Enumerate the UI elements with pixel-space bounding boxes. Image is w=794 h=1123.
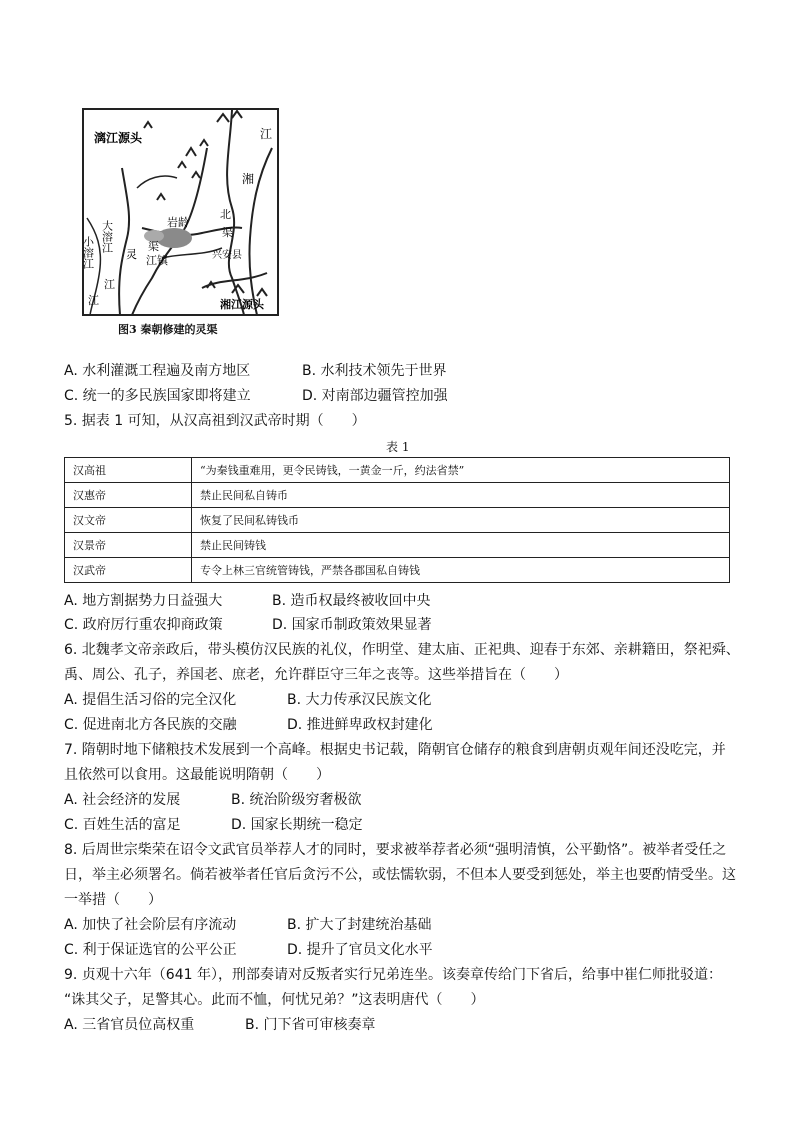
q7-stem-line2: 且依然可以食用。这最能说明隋朝（ ） — [64, 767, 330, 783]
table-row — [65, 533, 730, 558]
q8-option-a[interactable]: A. 加快了社会阶层有序流动 — [64, 917, 237, 933]
map-figure — [82, 108, 279, 316]
q5-option-d[interactable]: D. 国家币制政策效果显著 — [272, 617, 432, 633]
label-xiang: 湘 — [242, 172, 255, 186]
label-jiang-bottom: 江 — [104, 278, 115, 291]
label-bei: 北 — [220, 208, 231, 221]
table-cell-emperor: 汉景帝 — [65, 533, 192, 558]
label-jiang-zhen: 江镇 — [146, 254, 168, 267]
q9-option-b[interactable]: B. 门下省可审核奏章 — [245, 1017, 376, 1033]
q4-option-c[interactable]: C. 统一的多民族国家即将建立 — [64, 388, 251, 404]
q8-stem-line1: 8. 后周世宗柴荣在诏令文武官员举荐人才的同时，要求被举荐者必须“强明清慎，公平勤恪”。被举者受任之 — [64, 842, 727, 858]
label-yanmu: 岩龄 — [167, 216, 189, 229]
q5-stem: 5. 据表 1 可知，从汉高祖到汉武帝时期（ ） — [64, 413, 366, 429]
q4-option-d[interactable]: D. 对南部边疆管控加强 — [302, 388, 448, 404]
figure-caption: 图3 秦朝修建的灵渠 — [118, 323, 218, 336]
q7-option-c[interactable]: C. 百姓生活的富足 — [64, 817, 181, 833]
table-cell-policy: 禁止民间铸钱 — [192, 533, 730, 558]
q8-option-d[interactable]: D. 提升了官员文化水平 — [287, 942, 433, 958]
table-cell-policy: “为秦钱重难用，更令民铸钱，一黄金一斤，约法省禁” — [192, 458, 730, 483]
table-row — [65, 483, 730, 508]
label-xingan: 兴安县 — [212, 250, 242, 261]
label-ling-qu: 渠 — [148, 240, 159, 253]
label-xiao-rong-jiang: 小溶江 — [82, 236, 95, 269]
lingqu-map — [82, 108, 279, 316]
q6-option-d[interactable]: D. 推进鲜卑政权封建化 — [287, 717, 433, 733]
q9-stem-line2: “诛其父子，足警其心。此而不恤，何忧兄弟？”这表明唐代（ ） — [64, 992, 485, 1008]
q9-option-a[interactable]: A. 三省官员位高权重 — [64, 1017, 195, 1033]
label-jiang-left: 江 — [88, 294, 99, 307]
label-ling: 灵 — [126, 248, 137, 261]
q5-option-a[interactable]: A. 地方割据势力日益强大 — [64, 593, 223, 609]
label-qu: 渠 — [222, 226, 233, 239]
table-row — [65, 508, 730, 533]
q6-option-a[interactable]: A. 提倡生活习俗的完全汉化 — [64, 692, 237, 708]
q8-stem-line3: 一举措（ ） — [64, 892, 162, 908]
q6-stem-line2: 禹、周公、孔子，养国老、庶老，允许群臣守三年之丧等。这些举措旨在（ ） — [64, 667, 568, 683]
label-xiang-source: 湘江源头 — [220, 298, 264, 311]
table-row — [65, 558, 730, 583]
q8-stem-line2: 日，举主必须署名。倘若被举者任官后贪污不公，或怯懦软弱，不但本人要受到惩处，举主也要酌情受坐。这 — [64, 867, 736, 883]
q6-option-b[interactable]: B. 大力传承汉民族文化 — [287, 692, 432, 708]
q8-option-b[interactable]: B. 扩大了封建统治基础 — [287, 917, 432, 933]
table-cell-emperor: 汉高祖 — [65, 458, 192, 483]
table-cell-emperor: 汉惠帝 — [65, 483, 192, 508]
q5-option-b[interactable]: B. 造币权最终被收回中央 — [272, 593, 431, 609]
label-jiang-top: 江 — [260, 127, 273, 141]
table-cell-emperor: 汉文帝 — [65, 508, 192, 533]
q7-option-a[interactable]: A. 社会经济的发展 — [64, 792, 181, 808]
table-cell-policy: 禁止民间私自铸币 — [192, 483, 730, 508]
q7-option-b[interactable]: B. 统治阶级穷奢极欲 — [231, 792, 362, 808]
q4-option-b[interactable]: B. 水利技术领先于世界 — [302, 363, 447, 379]
table-1 — [64, 457, 730, 583]
table-cell-policy: 专令上林三官统管铸钱，严禁各郡国私自铸钱 — [192, 558, 730, 583]
q4-option-a[interactable]: A. 水利灌溉工程遍及南方地区 — [64, 363, 251, 379]
table-cell-emperor: 汉武帝 — [65, 558, 192, 583]
table-cell-policy: 恢复了民间私铸钱币 — [192, 508, 730, 533]
q7-stem-line1: 7. 隋朝时地下储粮技术发展到一个高峰。根据史书记载，隋朝官仓储存的粮食到唐朝贞观年间还没吃完，并 — [64, 742, 726, 758]
q6-stem-line1: 6. 北魏孝文帝亲政后，带头模仿汉民族的礼仪，作明堂、建太庙、正祀典、迎春于东郊、亲耕籍田，祭祀舜、 — [64, 642, 740, 658]
q9-stem-line1: 9. 贞观十六年（641 年），刑部奏请对反叛者实行兄弟连坐。该奏章传给门下省后，给事中崔仁师批驳道： — [64, 967, 722, 983]
label-da-rong-jiang: 大溶江 — [100, 220, 114, 253]
q5-option-c[interactable]: C. 政府厉行重农抑商政策 — [64, 617, 223, 633]
q8-option-c[interactable]: C. 利于保证选官的公平公正 — [64, 942, 237, 958]
table-row — [65, 458, 730, 483]
table-title: 表 1 — [386, 440, 410, 454]
q6-option-c[interactable]: C. 促进南北方各民族的交融 — [64, 717, 237, 733]
q7-option-d[interactable]: D. 国家长期统一稳定 — [231, 817, 363, 833]
label-lijiang-source: 漓江源头 — [94, 131, 143, 145]
